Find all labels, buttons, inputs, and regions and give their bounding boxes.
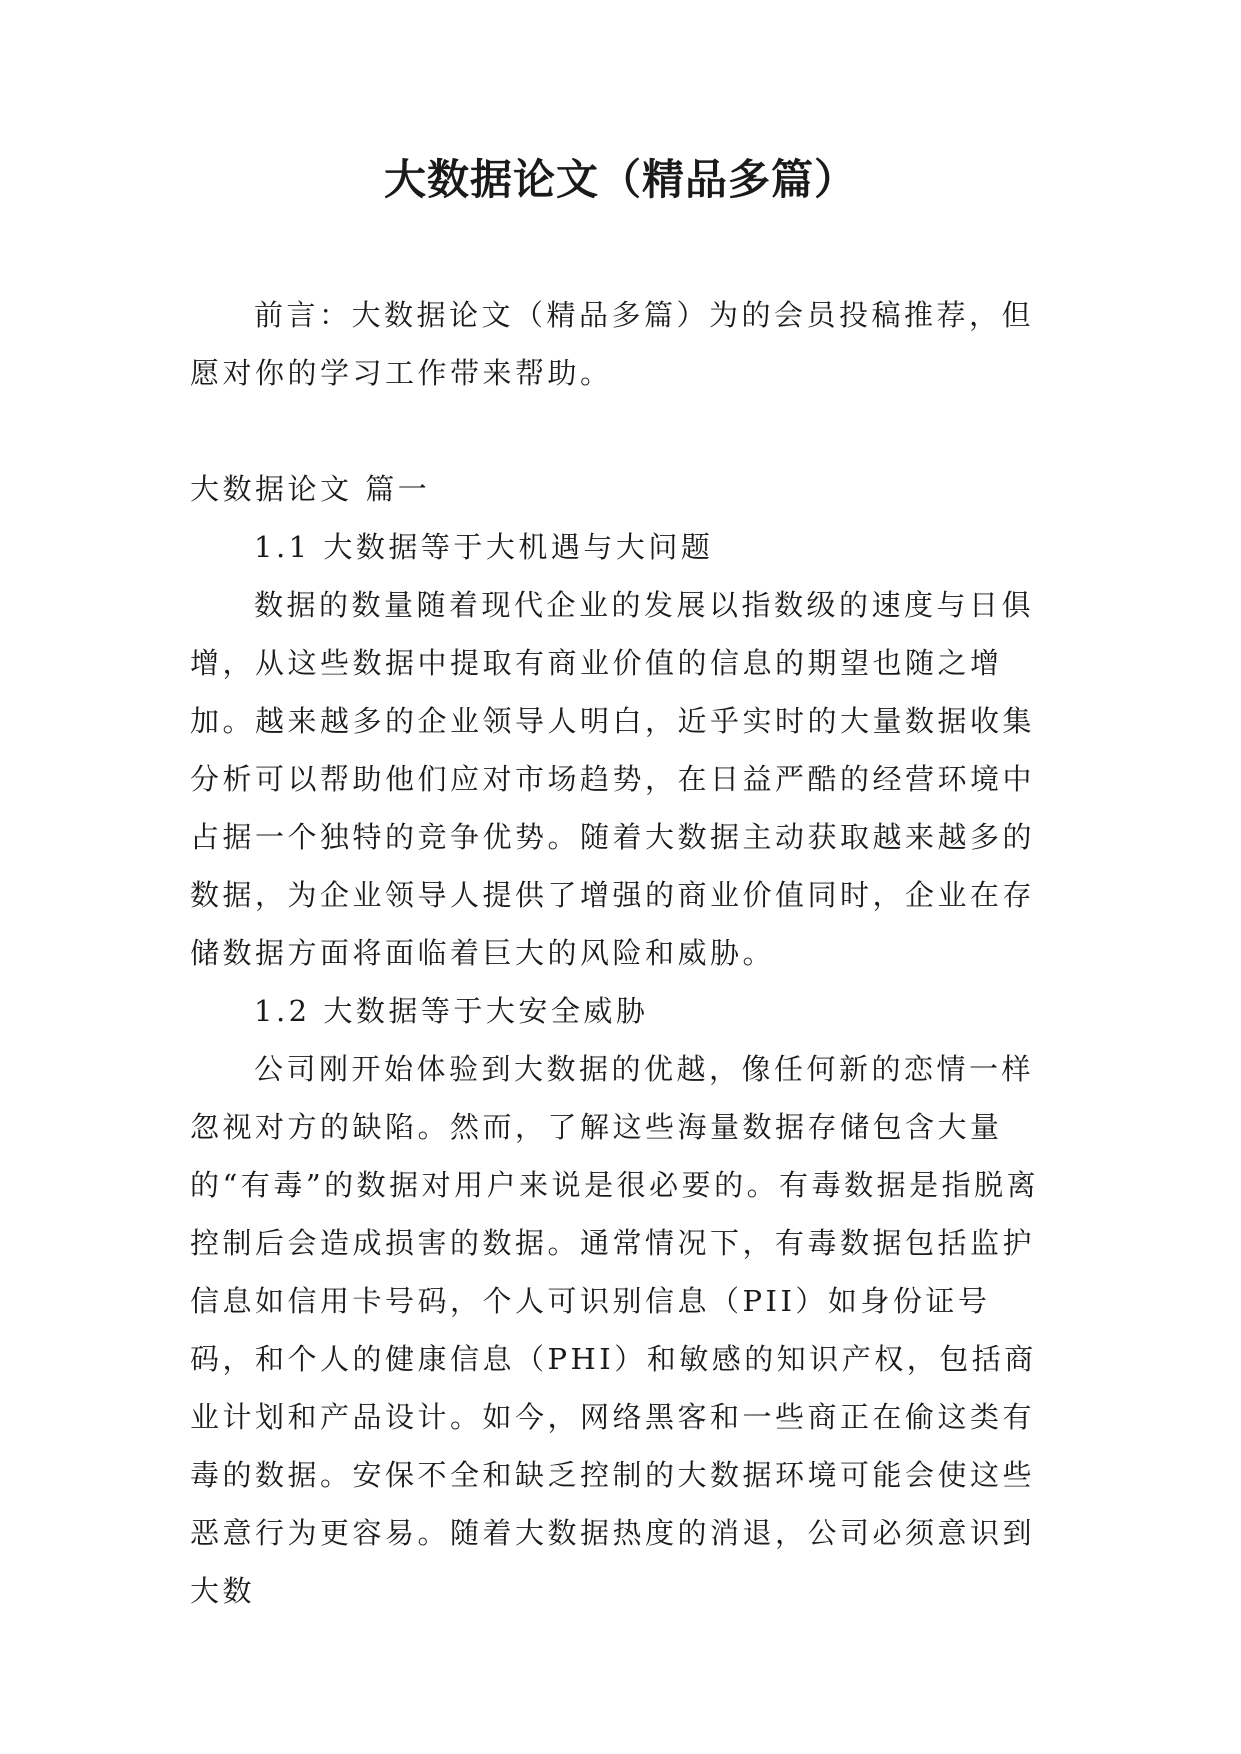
section-heading: 大数据论文 篇一 [190,472,431,506]
subheading-1-1: 1.1 大数据等于大机遇与大问题 [254,530,714,564]
document-body [190,286,1050,1620]
blank-line [190,402,1050,460]
body-paragraph-1: 数据的数量随着现代企业的发展以指数级的速度与日俱增，从这些数据中提取有商业价值的信息的期望也随之增加。越来越多的企业领导人明白，近乎实时的大量数据收集分析可以帮助他们应对市场趋势，在日益严酷的经营环境中占据一个独特的竞争优势。随着大数据主动获取越来越多的数据，为企业领导人提供了增强的商业价值同时，企业在存储数据方面将面临着巨大的风险和威胁。 [190,588,1036,970]
preface-paragraph: 前言：大数据论文（精品多篇）为的会员投稿推荐，但愿对你的学习工作带来帮助。 [190,298,1035,390]
document-title: 大数据论文（精品多篇） [383,155,857,204]
body-paragraph-2: 公司刚开始体验到大数据的优越，像任何新的恋情一样忽视对方的缺陷。然而，了解这些海量数据存储包含大量的“有毒”的数据对用户来说是很必要的。有毒数据是指脱离控制后会造成损害的数据。通常情况下，有毒数据包括监护信息如信用卡号码，个人可识别信息（PII）如身份证号码，和个人的健康信息（PHI）和敏感的知识产权，包括商业计划和产品设计。如今，网络黑客和一些商正在偷这类有毒的数据。安保不全和缺乏控制的大数据环境可能会使这些恶意行为更容易。随着大数据热度的消退，公司必须意识到大数 [190,1052,1040,1608]
subheading-1-2: 1.2 大数据等于大安全威胁 [254,994,649,1028]
